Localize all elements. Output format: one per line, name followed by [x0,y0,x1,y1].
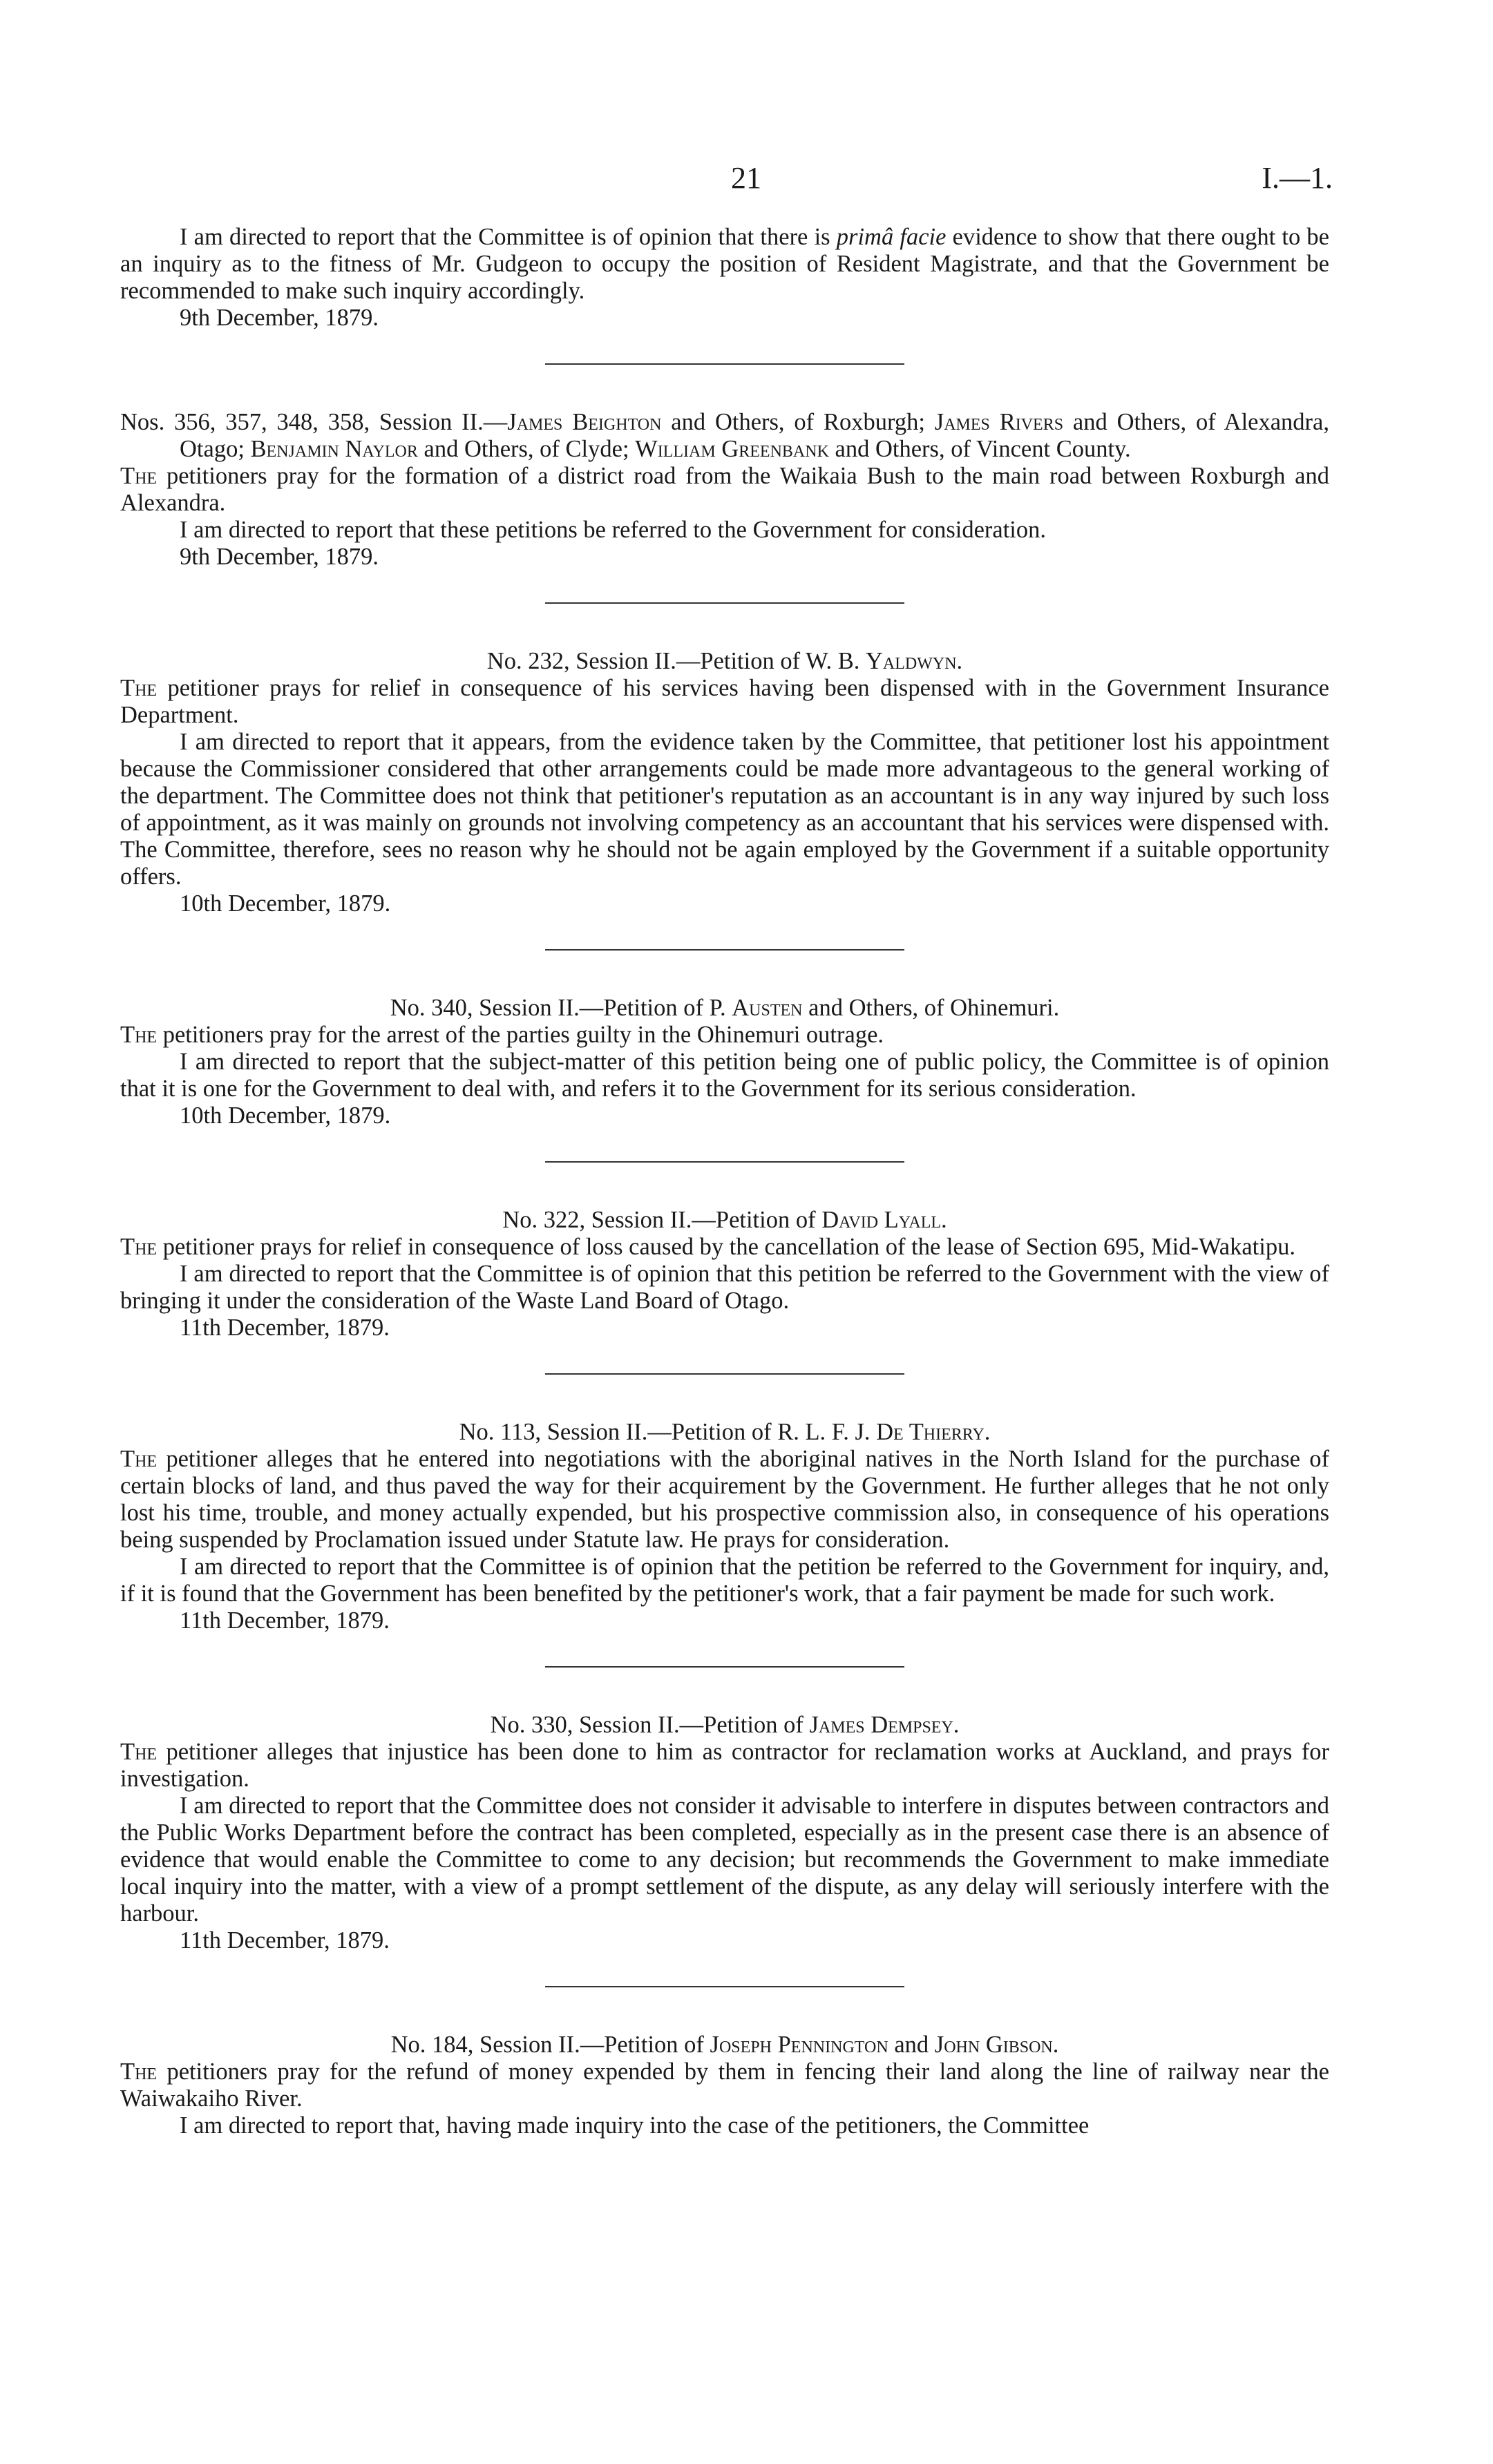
report-date: 9th December, 1879. [180,544,379,570]
dempsey-petition [120,1712,1329,1954]
prayer-paragraph: The petitioner alleges that injustice has been done to him as contractor for reclamation works at Auckland, and prays for investigation. [120,1739,1329,1792]
prayer-paragraph: The petitioner prays for relief in consequence of his services having been dispensed with in the Government Insurance Department. [120,675,1329,728]
roads-petition [120,409,1329,571]
report-paragraph: I am directed to report that, having made inquiry into the case of the petitioners, the Committee [180,2112,1090,2139]
section-divider [545,1161,904,1163]
petition-heading: No. 340, Session II.—Petition of P. Austen and Others, of Ohinemuri. [390,995,1060,1021]
document-reference: I.—1. [1262,161,1333,195]
section-divider [545,1373,904,1375]
page-content [120,224,1329,2139]
prayer-paragraph: The petitioners pray for the refund of money expended by them in fencing their land along the line of railway near the Waiwakaiho River. [120,2059,1329,2112]
petition-heading: No. 113, Session II.—Petition of R. L. F. J. De Thierry. [459,1419,991,1445]
prayer-paragraph: The petitioners pray for the formation of a district road from the Waikaia Bush to the main road between Roxburgh and Alexandra. [120,463,1329,516]
report-paragraph: I am directed to report that the Committee is of opinion that there is primâ facie evidence to show that there ought to be an inquiry as to the fitness of Mr. Gudgeon to occupy the position of Resident Magistrate, and that the Government be recommended to make such inquiry accordingly. [120,224,1329,304]
report-date: 10th December, 1879. [180,1102,391,1129]
report-paragraph: I am directed to report that these petitions be referred to the Government for consideration. [180,517,1046,543]
report-date: 10th December, 1879. [180,890,391,917]
lyall-petition [120,1207,1329,1341]
italic-term: primâ facie [836,224,947,250]
petition-heading: No. 184, Session II.—Petition of Joseph Pennington and John Gibson. [390,2032,1059,2058]
section-divider [545,602,904,604]
report-paragraph: I am directed to report that the Committee is of opinion that this petition be referred to the Government with the view of bringing it under the consideration of the Waste Land Board of Otago. [120,1261,1329,1314]
report-paragraph: I am directed to report that it appears, from the evidence taken by the Committee, that petitioner lost his appointment because the Commissioner considered that other arrangements could be made more advantageous to the general working of the department. The Committee does not think that petitioner's reputation as an accountant is in any way injured by such loss of appointment, as it was mainly on grounds not involving competency as an accountant that his services were dispensed with. The Committee, therefore, sees no reason why he should not be again employed by the Government if a suitable opportunity offers. [120,729,1329,890]
petition-heading: No. 232, Session II.—Petition of W. B. Yaldwyn. [486,648,963,674]
petition-heading: No. 322, Session II.—Petition of David Lyall. [502,1207,947,1233]
petition-heading: No. 330, Session II.—Petition of James Dempsey. [490,1712,960,1738]
report-date: 11th December, 1879. [180,1315,390,1341]
page-number: 21 [731,161,761,195]
pennington-petition [120,2032,1329,2139]
prayer-paragraph: The petitioner alleges that he entered into negotiations with the aboriginal natives in the North Island for the purchase of certain blocks of land, and thus paved the way for their acquirement by the Government. He further alleges that he not only lost his time, trouble, and money actually expended, but his prospective commission also, in consequence of his operations being suspended by Proclamation issued under Statute law. He prays for consideration. [120,1446,1329,1553]
prayer-paragraph: The petitioner prays for relief in consequence of loss caused by the cancellation of the lease of Section 695, Mid-Wakatipu. [120,1234,1295,1260]
austen-petition [120,995,1329,1129]
section-divider [545,363,904,365]
prayer-paragraph: The petitioners pray for the arrest of the parties guilty in the Ohinemuri outrage. [120,1022,884,1048]
report-date: 11th December, 1879. [180,1927,390,1954]
petition-heading: Nos. 356, 357, 348, 358, Session II.—James Beighton and Others, of Roxburgh; James Rivers and Others, of Alexandra, Otago; Benjamin Naylor and Others, of Clyde; William Greenbank and Others, of Vincent County. [120,409,1329,462]
de-thierry-petition [120,1419,1329,1634]
report-paragraph: I am directed to report that the Committee is of opinion that the petition be referred to the Government for inquiry, and, if it is found that the Government has been benefited by the petitioner's work, that a fair payment be made for such work. [120,1554,1329,1607]
section-divider [545,949,904,951]
gudgeon-report [120,224,1329,332]
yaldwyn-petition [120,648,1329,917]
report-date: 11th December, 1879. [180,1607,390,1634]
report-date: 9th December, 1879. [180,305,379,331]
section-divider [545,1666,904,1668]
report-paragraph: I am directed to report that the subject-matter of this petition being one of public policy, the Committee is of opinion that it is one for the Government to deal with, and refers it to the Government for its serious consideration. [120,1049,1329,1102]
section-divider [545,1986,904,1987]
report-paragraph: I am directed to report that the Committee does not consider it advisable to interfere in disputes between contractors and the Public Works Department before the contract has been completed, especially as in the present case there is an absence of evidence that would enable the Committee to come to any decision; but recommends the Government to make immediate local inquiry into the matter, with a view of a prompt settlement of the dispute, as any delay will seriously interfere with the harbour. [120,1793,1329,1927]
